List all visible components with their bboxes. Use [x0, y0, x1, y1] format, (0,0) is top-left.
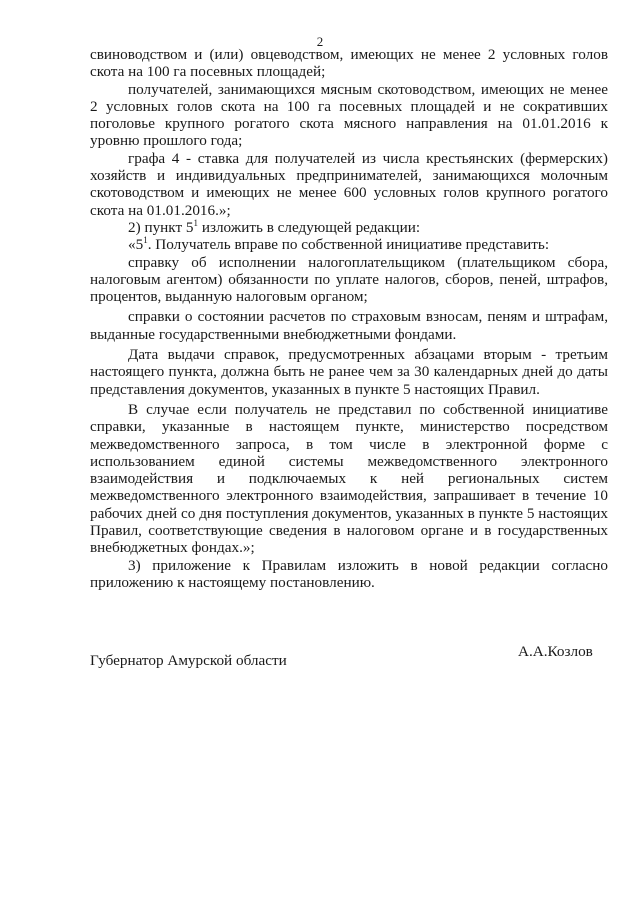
page-number: 2	[316, 34, 324, 49]
signature-position: Губернатор Амурской области	[90, 652, 287, 669]
paragraph-10: 3) приложение к Правилам изложить в новой редакции согласно приложению к настоящему постановлению.	[90, 556, 608, 591]
paragraph-9: В случае если получатель не представил по собственной инициативе справки, указанные в настоящем пункте, министерство посредством межведомственного запроса, в том числе в электронной форме с использованием единой системы межведомственного электронного взаимодействия и подключаемых к ней региональных систем межведомственного электронного взаимодействия, запрашивает в течение 10 рабочих дней со дня поступления документов, указанных в пункте 5 настоящих Правил, соответствующие сведения в налоговом органе и в государственных внебюджетных фондах.»;	[90, 400, 608, 557]
document-body	[90, 46, 608, 591]
p4-after: изложить в следующей редакции:	[198, 218, 421, 236]
paragraph-1: свиноводством и (или) овцеводством, имеющих не менее 2 условных голов скота на 100 га посевных площадей;	[90, 46, 608, 81]
paragraph-6: справку об исполнении налогоплательщиком (плательщиком сбора, налоговым агентом) обязанности по уплате налогов, сборов, пеней, штрафов, процентов, выданную налоговым органом;	[90, 253, 608, 306]
paragraph-3: графа 4 - ставка для получателей из числа крестьянских (фермерских) хозяйств и индивидуальных предпринимателей, занимающихся молочным скотоводством и имеющих не менее 600 условных голов крупного рогатого скота на 01.01.2016.»;	[90, 149, 608, 219]
signature-name: А.А.Козлов	[518, 643, 593, 660]
p4-before: 2) пункт 5	[128, 218, 194, 236]
paragraph-7: справки о состоянии расчетов по страховым взносам, пеням и штрафам, выданные государственными внебюджетными фондами.	[90, 308, 608, 343]
p4-superscript: 1	[193, 217, 199, 228]
paragraph-8: Дата выдачи справок, предусмотренных абзацами вторым - третьим настоящего пункта, должна быть не ранее чем за 30 календарных дней до даты представления документов, указанных в пункте 5 настоящих Правил.	[90, 346, 608, 398]
paragraph-4	[90, 219, 608, 236]
p5-before: «5	[128, 236, 144, 254]
p5-superscript: 1	[143, 235, 148, 246]
p5-after: . Получатель вправе по собственной инициативе представить:	[147, 236, 550, 254]
paragraph-5	[90, 236, 608, 253]
paragraph-2: получателей, занимающихся мясным скотоводством, имеющих не менее 2 условных голов скота на 100 га посевных площадей и не сокративших поголовье крупного рогатого скота мясного направления на 01.01.2016 к уровню прошлого года;	[90, 80, 608, 150]
